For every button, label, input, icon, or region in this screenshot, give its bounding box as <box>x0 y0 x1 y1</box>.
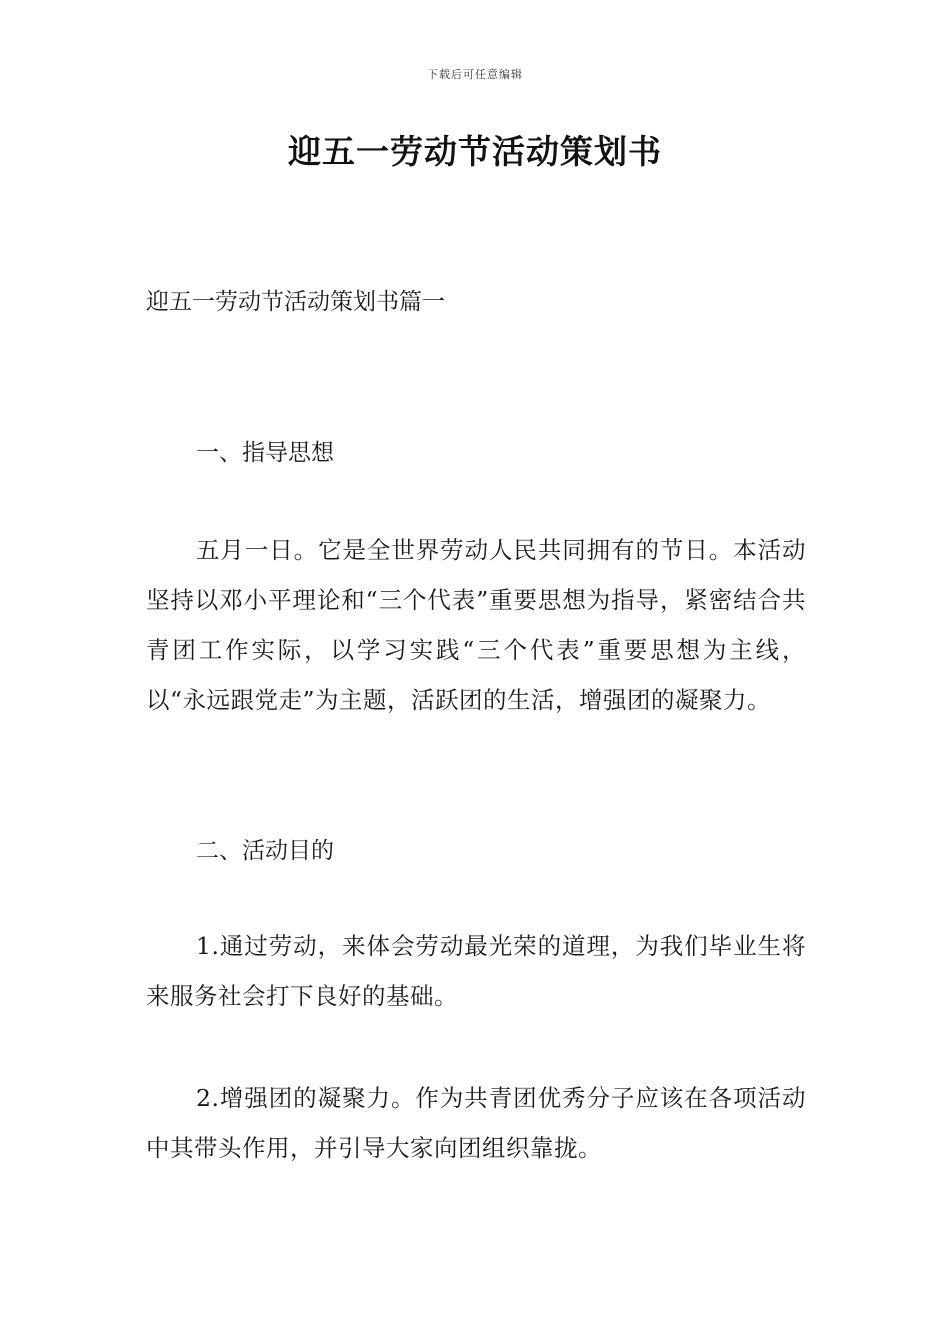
document-subtitle: 迎五一劳动节活动策划书篇一 <box>146 289 445 315</box>
section-heading-guiding-ideology: 一、指导思想 <box>196 440 334 466</box>
paragraph-purpose-1: 1.通过劳动，来体会劳动最光荣的道理，为我们毕业生将来服务社会打下良好的基础。 <box>146 932 806 1010</box>
header-note: 下载后可任意编辑 <box>427 68 523 81</box>
paragraph-purpose-2: 2.增强团的凝聚力。作为共青团优秀分子应该在各项活动中其带头作用，并引导大家向团组织靠拢。 <box>146 1084 806 1162</box>
document-title: 迎五一劳动节活动策划书 <box>288 132 662 171</box>
paragraph-guiding-ideology: 五月一日。它是全世界劳动人民共同拥有的节日。本活动坚持以邓小平理论和“三个代表”重要思想为指导，紧密结合共青团工作实际，以学习实践“三个代表”重要思想为主线，以“永远跟党走”为主题，活跃团的生活，增强团的凝聚力。 <box>146 536 806 714</box>
section-heading-activity-purpose: 二、活动目的 <box>196 838 334 864</box>
